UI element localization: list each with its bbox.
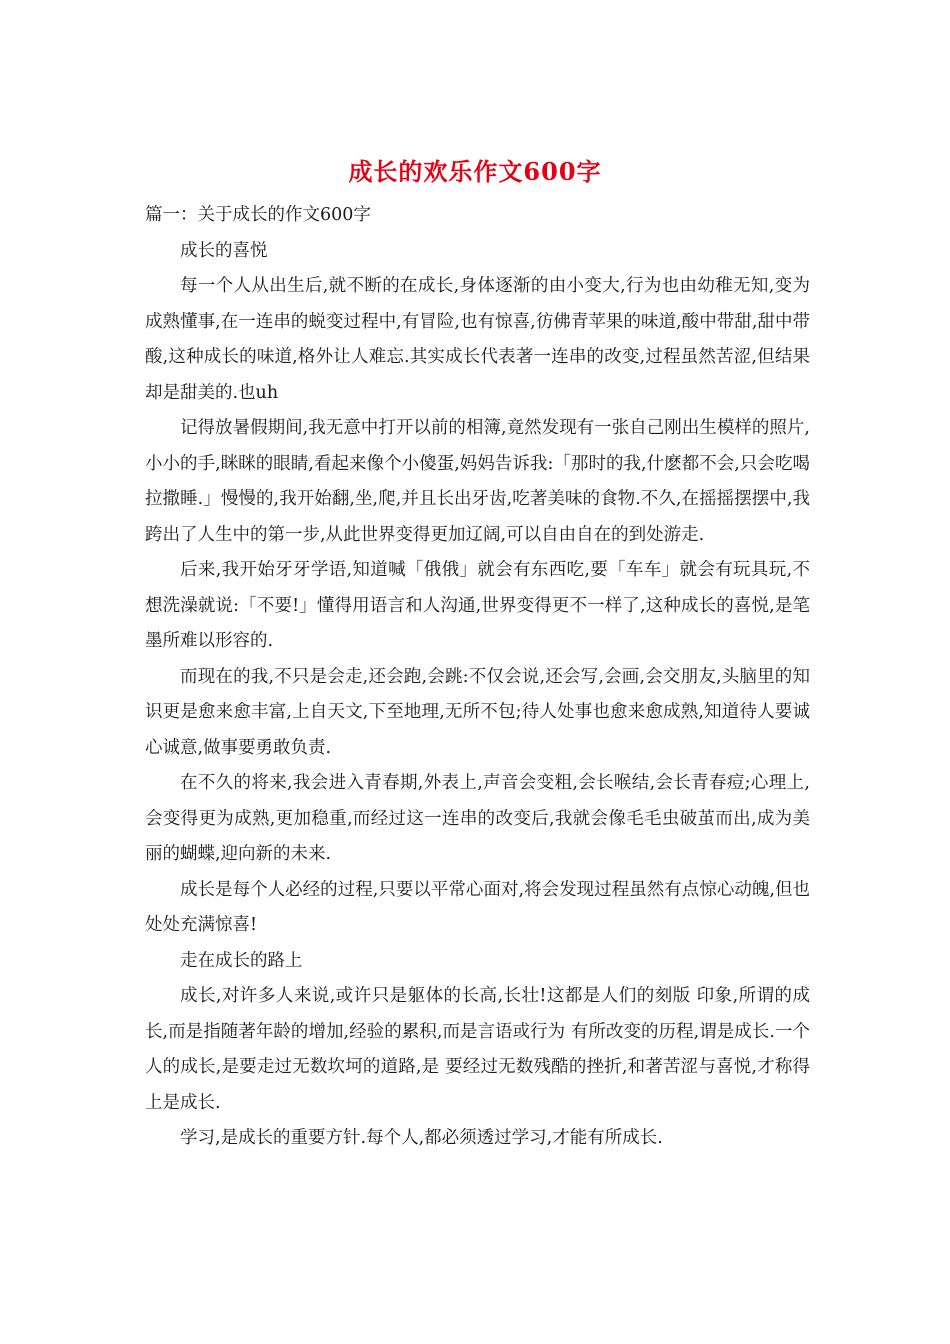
section-heading: 篇一：关于成长的作文600字	[145, 205, 371, 225]
paragraph: 而现在的我,不只是会走,还会跑,会跳:不仅会说,还会写,会画,会交朋友,头脑里的知识更是愈来愈丰富,上自天文,下至地理,无所不包;待人处事也愈来愈成熟,知道待人要诚心诚意,做事要勇敢负责.	[145, 666, 810, 758]
paragraph: 成长是每个人必经的过程,只要以平常心面对,将会发现过程虽然有点惊心动魄,但也处处充满惊喜!	[145, 879, 810, 935]
paragraph: 学习,是成长的重要方针.每个人,都必须透过学习,才能有所成长.	[180, 1128, 663, 1148]
document-title: 成长的欢乐作文600字	[348, 157, 602, 186]
paragraph: 成长,对许多人来说,或许只是躯体的长高,长壮!这都是人们的刻版 印象,所谓的成长,而是指随著年龄的增加,经验的累积,而是言语或行为 有所改变的历程,谓是成长.一个人的成长,是要走过无数坎坷的道路,是 要经过无数残酷的挫折,和著苦涩与喜悦,才称得上是成长.	[145, 986, 810, 1113]
subsection-heading: 成长的喜悦	[180, 240, 268, 261]
document-body	[145, 198, 810, 1157]
subsection-heading: 走在成长的路上	[180, 950, 303, 971]
paragraph: 记得放暑假期间,我无意中打开以前的相簿,竟然发现有一张自己刚出生模样的照片,小小的手,眯眯的眼睛,看起来像个小傻蛋,妈妈告诉我:「那时的我,什麽都不会,只会吃喝拉撒睡.」慢慢的,我开始翻,坐,爬,并且长出牙齿,吃著美味的食物.不久,在摇摇摆摆中,我跨出了人生中的第一步,从此世界变得更加辽阔,可以自由自在的到处游走.	[145, 418, 810, 545]
paragraph: 在不久的将来,我会进入青春期,外表上,声音会变粗,会长喉结,会长青春痘;心理上,会变得更为成熟,更加稳重,而经过这一连串的改变后,我就会像毛毛虫破茧而出,成为美丽的蝴蝶,迎向新的未来.	[145, 773, 810, 864]
paragraph: 每一个人从出生后,就不断的在成长,身体逐渐的由小变大,行为也由幼稚无知,变为成熟懂事,在一连串的蜕变过程中,有冒险,也有惊喜,彷佛青苹果的味道,酸中带甜,甜中带酸,这种成长的味道,格外让人难忘.其实成长代表著一连串的改变,过程虽然苦涩,但结果却是甜美的.也uh	[145, 276, 810, 403]
paragraph: 后来,我开始牙牙学语,知道喊「俄俄」就会有东西吃,要「车车」就会有玩具玩,不想洗澡就说:「不要!」懂得用语言和人沟通,世界变得更不一样了,这种成长的喜悦,是笔墨所难以形容的.	[145, 560, 810, 651]
